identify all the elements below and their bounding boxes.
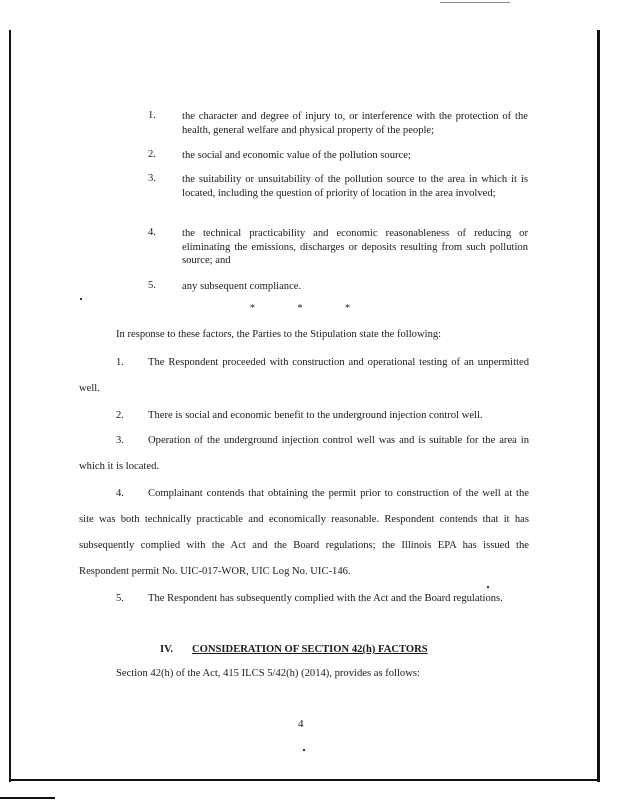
response-number: 5. xyxy=(116,593,124,604)
page-number: 4 xyxy=(298,718,304,730)
factor-text: any subsequent compliance. xyxy=(182,281,302,292)
factor-number: 4. xyxy=(148,227,156,238)
scan-border-right xyxy=(597,30,600,782)
separator-asterisk: * xyxy=(345,303,350,314)
factor-number: 1. xyxy=(148,110,156,121)
scan-border-top xyxy=(440,2,510,3)
separator-asterisk: * xyxy=(250,303,255,314)
response-text: Operation of the underground injection control well was and is suitable for the area in which it is located. xyxy=(79,435,529,472)
response-text: There is social and economic benefit to the underground injection control well. xyxy=(148,410,483,421)
response-paragraph xyxy=(79,481,529,585)
section-separator xyxy=(250,303,350,314)
response-paragraph xyxy=(79,428,529,480)
response-number: 1. xyxy=(116,357,124,368)
scan-speck xyxy=(80,298,82,300)
response-text: The Respondent proceeded with construction and operational testing of an unpermitted well. xyxy=(79,357,529,394)
closing-paragraph: Section 42(h) of the Act, 415 ILCS 5/42(h) (2014), provides as follows: xyxy=(116,668,420,679)
response-number: 4. xyxy=(116,488,124,499)
factor-number: 3. xyxy=(148,173,156,184)
response-text: The Respondent has subsequently complied with the Act and the Board regulations. xyxy=(148,593,503,604)
scan-border-bottom xyxy=(10,779,598,781)
scan-mark-bottom-left xyxy=(0,797,55,799)
intro-paragraph: In response to these factors, the Parties to the Stipulation state the following: xyxy=(116,329,442,340)
section-heading-title: CONSIDERATION OF SECTION 42(h) FACTORS xyxy=(192,644,428,655)
scan-speck xyxy=(303,749,305,751)
factor-number: 5. xyxy=(148,280,156,291)
response-paragraph xyxy=(79,350,529,402)
factor-number: 2. xyxy=(148,149,156,160)
response-number: 2. xyxy=(116,410,124,421)
factor-text: the social and economic value of the pollution source; xyxy=(182,150,411,161)
factor-text: the technical practicability and economic reasonableness of reducing or eliminating the emissions, discharges or deposits resulting from such pollution source; and xyxy=(182,228,528,266)
response-text: Complainant contends that obtaining the permit prior to construction of the well at the site was both technically practicable and economically reasonable. Respondent contends that it has subsequently complied with the Act and the Board regulations; the Illinois EPA has issued the Respondent permit No. UIC-017-WOR, UIC Log No. UIC-146. xyxy=(79,488,529,577)
section-heading xyxy=(160,644,428,655)
response-paragraph xyxy=(79,586,529,612)
factor-text: the character and degree of injury to, or interference with the protection of the health, general welfare and physical property of the people; xyxy=(182,111,528,136)
section-heading-number: IV. xyxy=(160,644,174,655)
response-paragraph xyxy=(79,403,529,429)
factor-text: the suitability or unsuitability of the pollution source to the area in which it is located, including the question of priority of location in the area involved; xyxy=(182,174,528,199)
response-number: 3. xyxy=(116,435,124,446)
separator-asterisk: * xyxy=(297,303,303,314)
scan-border-left xyxy=(9,30,11,782)
